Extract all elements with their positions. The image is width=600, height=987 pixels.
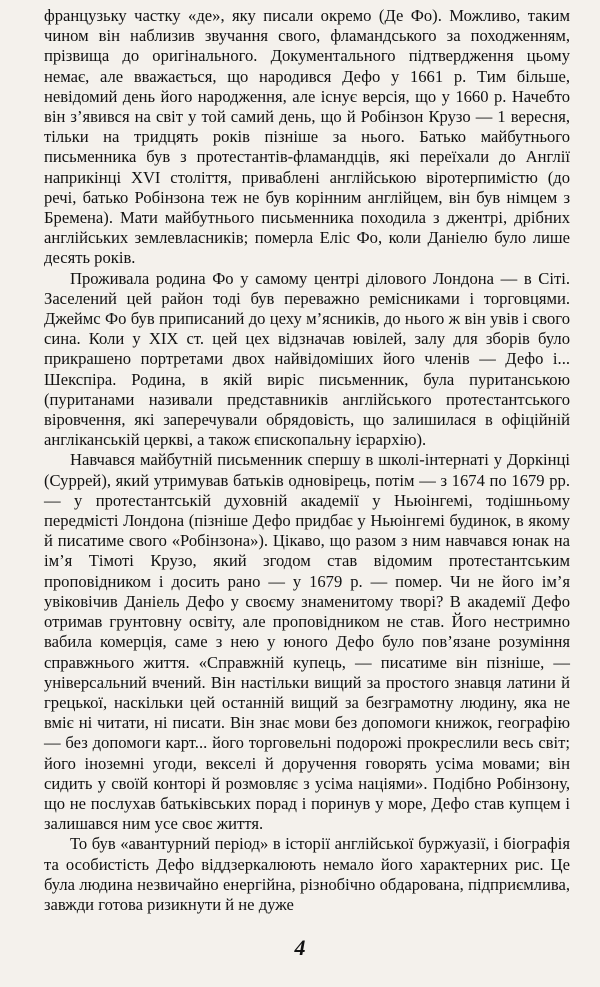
- page-number: 4: [294, 935, 306, 960]
- paragraph-2: Проживала родина Фо у самому центрі ділового Лондона — в Сіті. Заселений цей район тоді був переважно ремісниками і торговцями. Джеймс Фо був приписаний до цеху м’ясників, до нього ж він увів і свого сина. Коли у XIX ст. цей цех відзначав ювілей, залу для зборів було прикрашено портретами двох найвідоміших його членів — Дефо і... Шекспіра. Родина, в якій виріс письменник, була пуританською (пуританами називали представників англійського протестантського віровчення, які заперечували обрядовість, що залишилася в офіційній англіканській церкві, а також єпископальну ієрархію).: [44, 268, 570, 450]
- paragraph-3: Навчався майбутній письменник спершу в школі-інтернаті у Доркінці (Суррей), який утримував батьків одновірець, потім — з 1674 по 1679 рр. — у протестантській духовній академії у Ньюінгемі, тодішньому передмісті Лондона (пізніше Дефо придбає у Ньюінгемі будинок, в якому й писатиме свого «Робінзона»). Цікаво, що разом з ним навчався юнак на ім’я Тімоті Крузо, який згодом став відомим протестантським проповідником і досить рано — у 1679 р. — помер. Чи не його ім’я увіковічив Даніель Дефо у своєму знаменитому творі? В академії Дефо отримав грунтовну освіту, але проповідником не став. Його нестримно вабила комерція, саме з нею у юного Дефо було пов’язане розуміння справжнього життя. «Справжній купець, — писатиме він пізніше, — універсальний вчений. Він настільки вищий за простого знавця латини й грецької, наскільки цей останній вищий за безграмотну людину, яка не вміє ні читати, ні писати. Він знає мови без допомоги книжок, географію — без допомоги карт... його торговельні подорожі прокреслили весь світ; його іноземні угоди, векселі й доручення говорять усіма мовами; він сидить у своїй конторі й розмовляє з усіма націями». Подібно Робінзону, що не послухав батьківських порад і поринув у море, Дефо став купцем і залишався ним усе своє життя.: [44, 450, 570, 834]
- paragraph-1: французьку частку «де», яку писали окремо (Де Фо). Можливо, таким чином він наблизив звучання свого, фламандського за походженням, прізвища до оригінального. Документального підтвердження цьому немає, але вважається, що народився Дефо у 1661 р. Тим більше, невідомий день його народження, але існує версія, що у 1660 р. Начебто він з’явився на світ у той самий день, що й Робінзон Крузо — 1 вересня, тільки на тридцять років пізніше за нього. Батько майбутнього письменника був з протестантів-фламандців, які переїхали до Англії наприкінці XVI століття, приваблені англійською віротерпимістю (до речі, батько Робінзона теж не був корінним англійцем, він був німцем з Бремена). Мати майбутнього письменника походила з джентрі, дрібних англійських землевласників; померла Еліс Фо, коли Даніелю було лише десять років.: [44, 6, 570, 268]
- paragraph-4: То був «авантурний період» в історії англійської буржуазії, і біографія та особистість Дефо віддзеркалюють немало його характерних рис. Це була людина незвичайно енергійна, різнобічно обдарована, підприємлива, завжди готова ризикнути й не дуже: [44, 834, 570, 914]
- body-text: [44, 6, 570, 915]
